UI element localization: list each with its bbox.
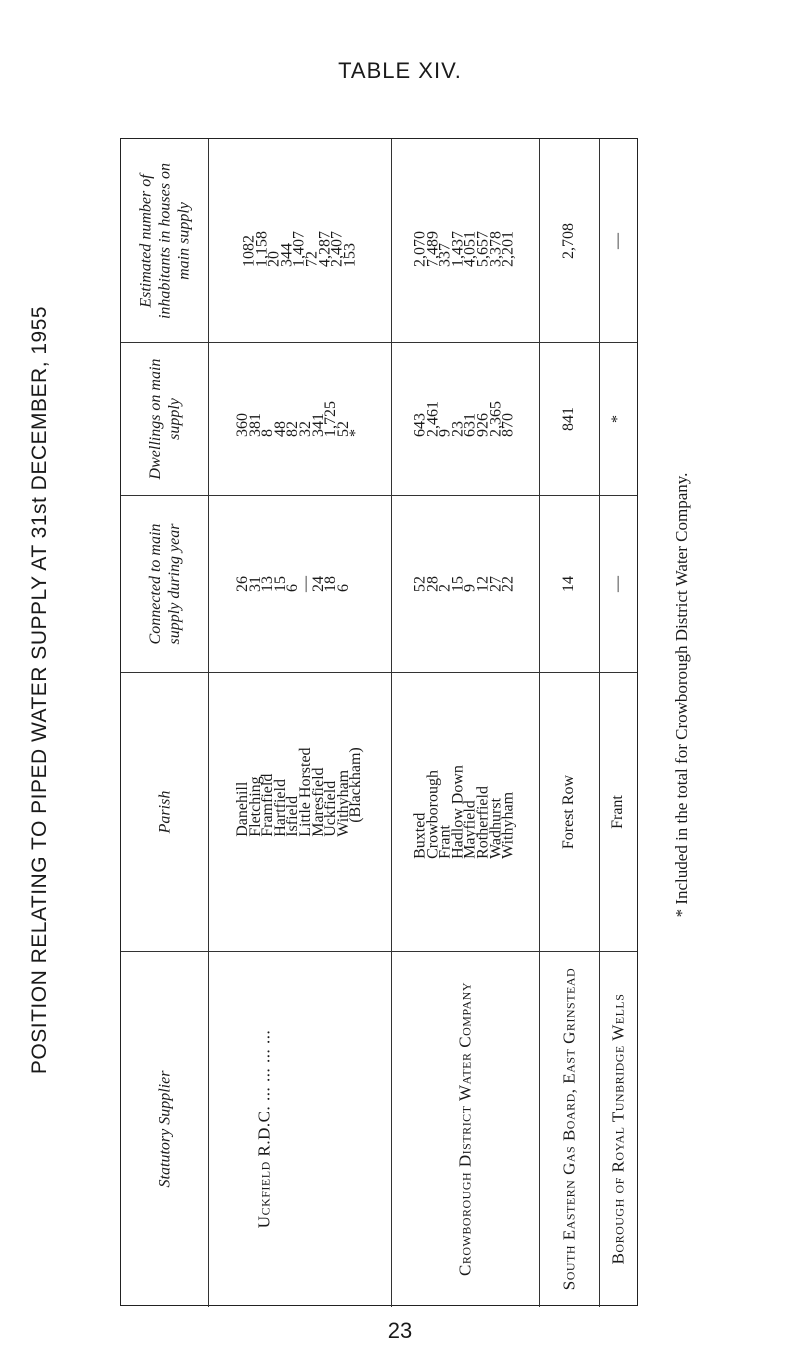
crowborough-connected: 52 28 2 15 9 12 27 22	[411, 575, 517, 592]
uckfield-dwellings: 360 381 8 48 82 32 341 1,725 52 *	[233, 400, 364, 437]
uckfield-inhabitants: 1082 1,158 20 344 1,407 72 4,287 2,407 153	[239, 230, 358, 267]
header-connected: Connected to main supply during year	[146, 523, 183, 644]
uckfield-parishes: Danehill Fletching Framfield Hartfield Isfield Little Horsted Maresfield Uckfield Withyham (Blackham)	[233, 746, 364, 837]
page-number: 23	[387, 1318, 413, 1343]
rtw-supplier: Borough of Royal Tunbridge Wells	[608, 993, 628, 1265]
footnote-text: * Included in the total for Crowborough District Water Company.	[672, 472, 691, 918]
crowborough-inhabitants: 2,070 7,489 337 1,437 4,051 5,657 3,378 2,201	[411, 230, 517, 267]
segb-dwellings: 841	[560, 406, 577, 431]
footnote	[662, 140, 702, 1250]
header-supplier: Statutory Supplier	[156, 1070, 173, 1188]
header-parish: Parish	[156, 790, 173, 833]
rtw-parish: Frant	[609, 794, 626, 829]
table-title: TABLE XIV.	[338, 58, 462, 83]
side-title-text: POSITION RELATING TO PIPED WATER SUPPLY AT 31st DECEMBER, 1955	[28, 305, 51, 1075]
crowborough-supplier: Crowborough District Water Company	[455, 981, 475, 1277]
segb-inhabitants: 2,708	[560, 222, 577, 259]
segb-parish: Forest Row	[560, 774, 577, 849]
header-dwellings: Dwellings on main supply	[146, 358, 183, 479]
rtw-connected: —	[609, 575, 626, 592]
rtw-dwellings: *	[609, 414, 626, 423]
uckfield-connected: 26 31 13 15 6 — 24 18 6	[233, 575, 352, 592]
crowborough-parishes: Buxted Crowborough Frant Hadlow Down Mayfield Rotherfield Wadhurst Withyham	[411, 764, 517, 859]
segb-supplier: South Eastern Gas Board, East Grinstead	[559, 967, 579, 1291]
water-supply-table	[120, 138, 638, 1306]
uckfield-supplier: Uckfield R.D.C. ... ... ... ...	[254, 1029, 273, 1229]
side-title	[10, 90, 70, 1290]
header-inhabitants: Estimated number of inhabitants in houses on main supply	[137, 162, 192, 319]
rtw-inhabitants: —	[609, 232, 626, 249]
segb-connected: 14	[560, 575, 577, 592]
crowborough-dwellings: 643 2,461 9 23 631 926 2,365 870	[411, 400, 517, 437]
